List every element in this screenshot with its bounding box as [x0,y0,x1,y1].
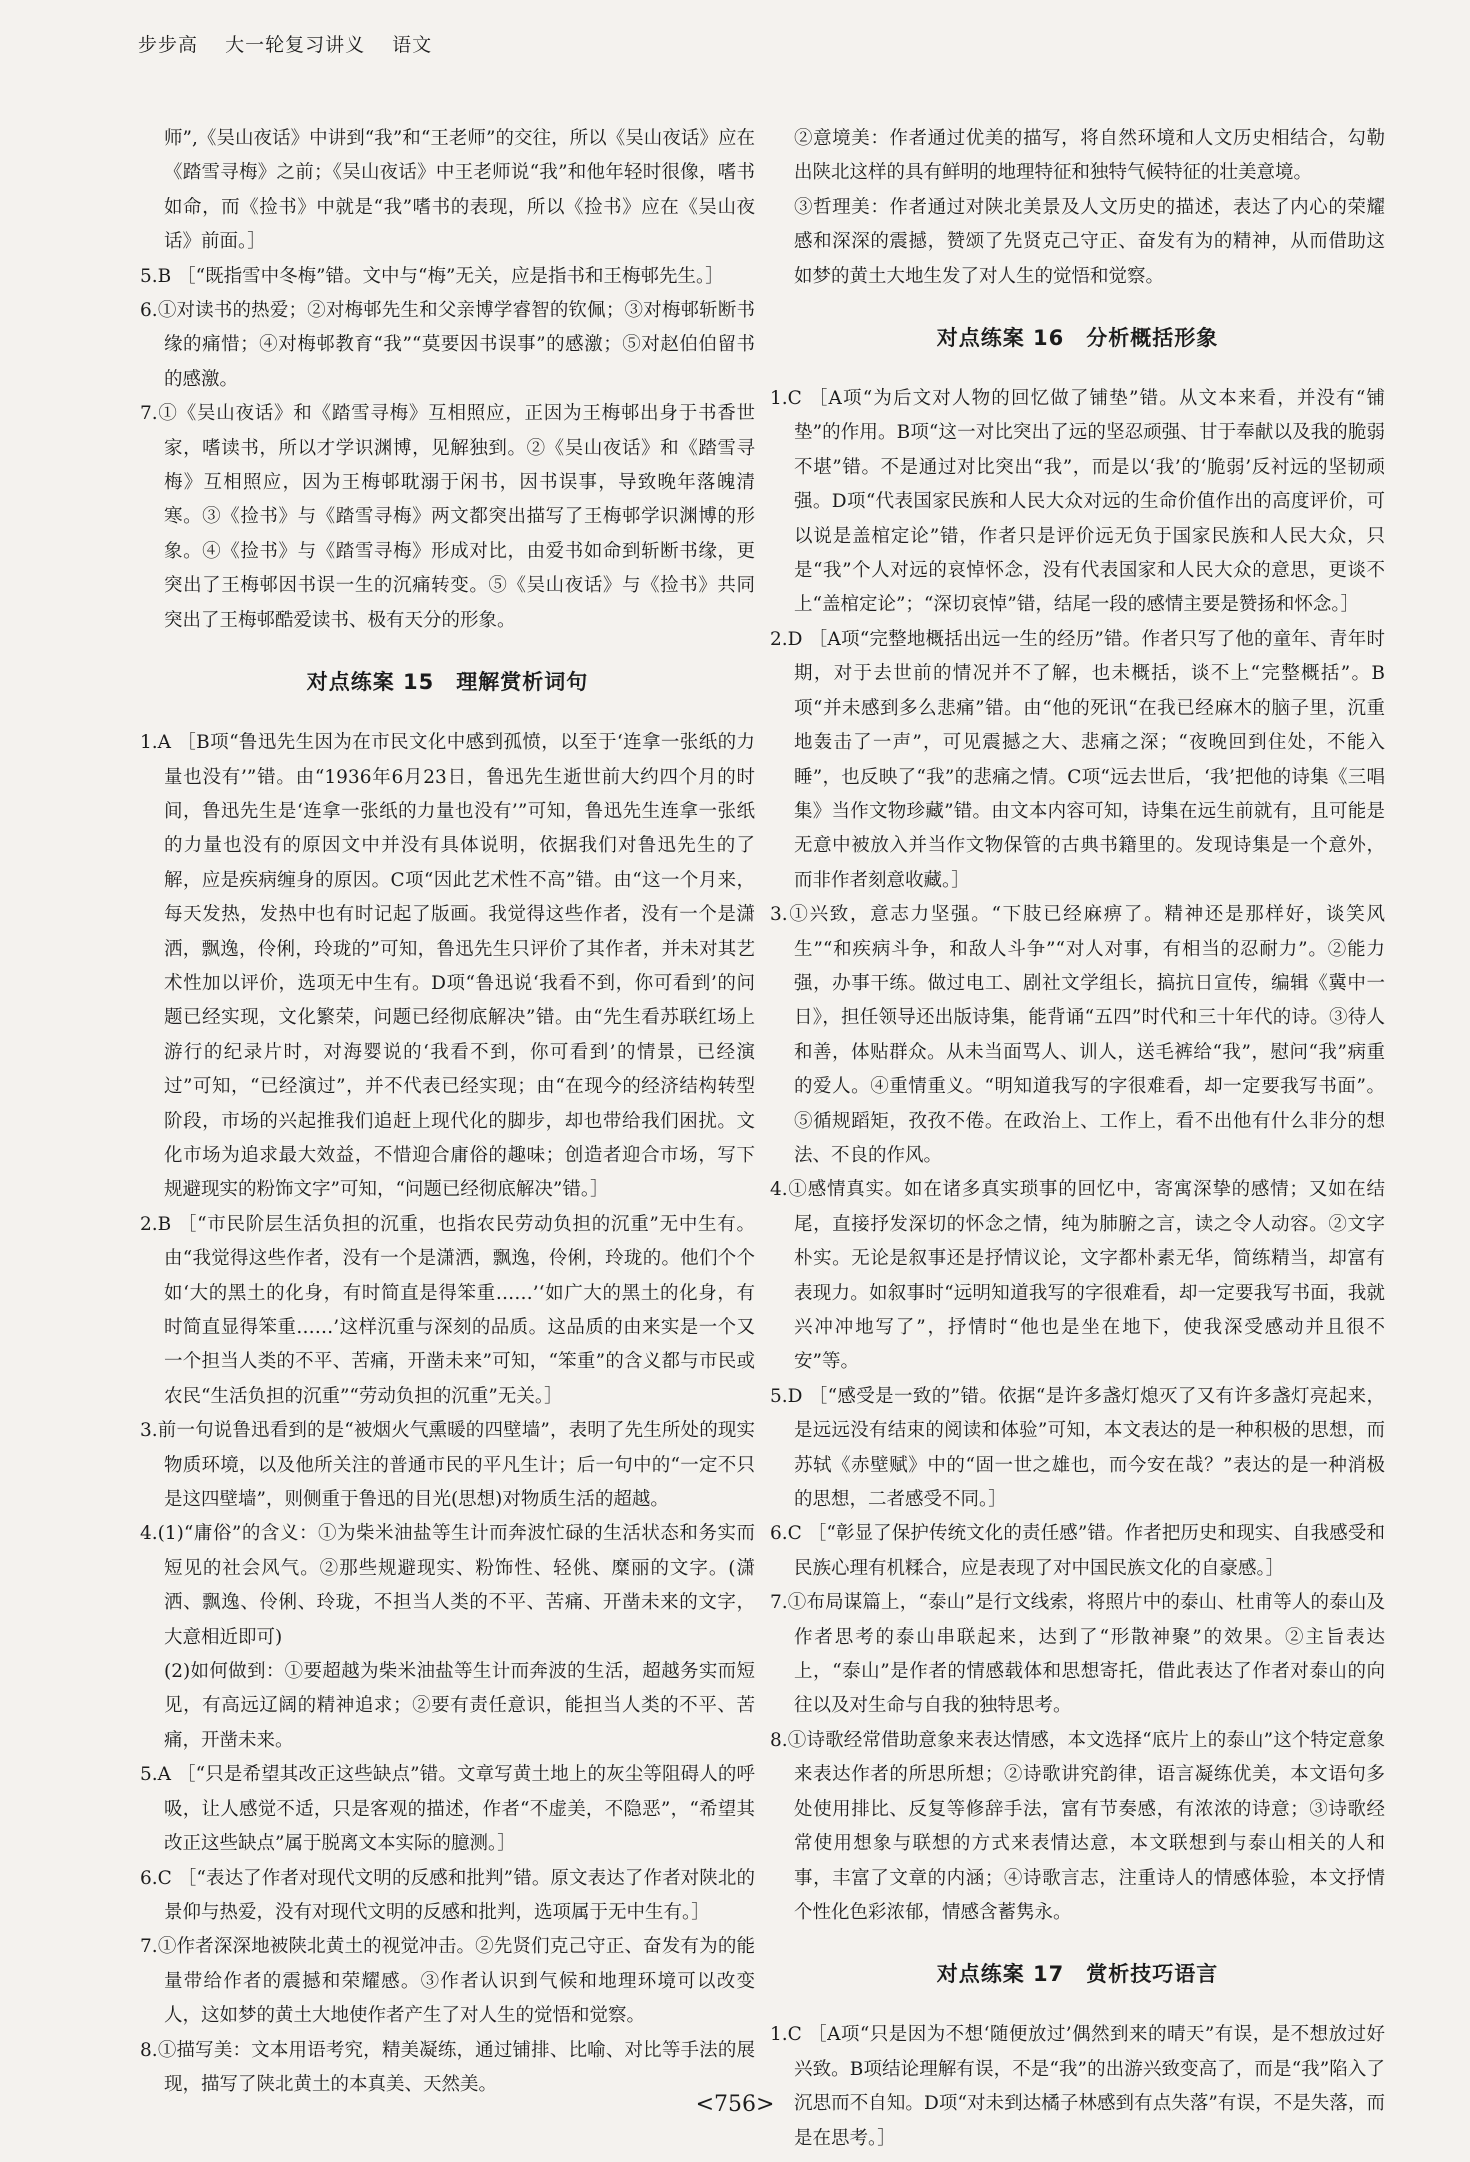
answer-item: 1.C ［A项“为后文对人物的回忆做了铺垫”错。从文本来看，并没有“铺垫”的作用。B项“这一对比突出了远的坚忍顽强、甘于奉献以及我的脆弱不堪”错。不是通过对比突出“我”，而是以‘我’的‘脆弱’反衬远的坚韧顽强。D项“代表国家民族和人民大众对远的生命价值作出的高度评价，可以说是盖棺定论”错，作者只是评价远无负于国家民族和人民大众，只是“我”个人对远的哀悼怀念，没有代表国家和人民大众的意思，更谈不上“盖棺定论”；“深切哀悼”错，结尾一段的感情主要是赞扬和怀念。］ [770,388,1385,616]
answer-item: 2.D ［A项“完整地概括出远一生的经历”错。作者只写了他的童年、青年时期，对于去世前的情况并不了解，也未概括，谈不上“完整概括”。B项“并未感到多么悲痛”错。由“他的死讯“在我已经麻木的脑子里，沉重地轰击了一声”，可见震撼之大、悲痛之深；“夜晚回到住处，不能入睡”，也反映了“我”的悲痛之情。C项“远去世后，‘我’把他的诗集《三唱集》当作文物珍藏”错。由文本内容可知，诗集在远生前就有，且可能是无意中被放入并当作文物保管的古典书籍里的。发现诗集是一个意外，而非作者刻意收藏。］ [770,628,1385,891]
answer-item: 6.C ［“彰显了保护传统文化的责任感”错。作者把历史和现实、自我感受和民族心理有机糅合，应是表现了对中国民族文化的自豪感。］ [770,1523,1385,1579]
answer-item: 2.B ［“市民阶层生活负担的沉重，也指农民劳动负担的沉重”无中生有。由“我觉得这些作者，没有一个是潇洒，飘逸，伶俐，玲珑的。他们个个如‘大的黑土的化身，有时简直是得笨重……’‘如广大的黑土的化身，有时简直显得笨重……’这样沉重与深刻的品质。这品质的由来实是一个又一个担当人类的不平、苦痛，开凿未来”可知，“笨重”的含义都与市民或农民“生活负担的沉重”“劳动负担的沉重”无关。］ [140,1213,755,1407]
answer-item: 5.A ［“只是希望其改正这些缺点”错。文章写黄土地上的灰尘等阻碍人的呼吸，让人感觉不适，只是客观的描述，作者“不虚美，不隐恶”，“希望其改正这些缺点”属于脱离文本实际的臆测。］ [140,1764,755,1855]
answer-item: 5.B ［“既指雪中冬梅”错。文中与“梅”无关，应是指书和王梅邨先生。］ [140,265,724,287]
answer-item: 3.前一句说鲁迅看到的是“被烟火气熏暖的四壁墙”，表明了先生所处的现实物质环境，以及他所关注的普通市民的平凡生计；后一句中的“一定不只是这四壁墙”，则侧重于鲁迅的目光(思想)对物质生活的超越。 [140,1420,755,1511]
answer-item: 4.(1)“庸俗”的含义：①为柴米油盐等生计而奔波忙碌的生活状态和务实而短见的社会风气。②那些规避现实、粉饰性、轻佻、糜丽的文字。(潇洒、飘逸、伶俐、玲珑，不担当人类的不平、苦痛、开凿未来的文字，大意相近即可) [140,1523,755,1648]
header-brand: 步步高 [138,34,199,56]
answer-item: 3.①兴致，意志力坚强。“下肢已经麻痹了。精神还是那样好，谈笑风生”“和疾病斗争，和敌人斗争”“对人对事，有相当的忍耐力”。②能力强，办事干练。做过电工、剧社文学组长，搞抗日宣传，编辑《冀中一日》，担任领导还出版诗集，能背诵“五四”时代和三十年代的诗。③待人和善，体贴群众。从未当面骂人、训人，送毛裤给“我”，慰问“我”病重的爱人。④重情重义。“明知道我写的字很难看，却一定要我写书面”。⑤循规蹈矩，孜孜不倦。在政治上、工作上，看不出他有什么非分的想法、不良的作风。 [770,904,1385,1166]
answer-item: 6.C ［“表达了作者对现代文明的反感和批判”错。原文表达了作者对陕北的景仰与热爱，没有对现代文明的反感和批判，选项属于无中生有。］ [140,1867,755,1923]
answer-item: 7.①《吴山夜话》和《踏雪寻梅》互相照应，正因为王梅邨出身于书香世家，嗜读书，所以才学识渊博，见解独到。②《吴山夜话》和《踏雪寻梅》互相照应，因为王梅邨耽溺于闲书，因书误事，导致晚年落魄清寒。③《捡书》与《踏雪寻梅》两文都突出描写了王梅邨学识渊博的形象。④《捡书》与《踏雪寻梅》形成对比，由爱书如命到斩断书缘，更突出了王梅邨因书误一生的沉痛转变。⑤《吴山夜话》与《捡书》共同突出了王梅邨酷爱读书、极有天分的形象。 [140,403,755,631]
answer-continuation: ③哲理美：作者通过对陕北美景及人文历史的描述，表达了内心的荣耀感和深深的震撼，赞颂了先贤克己守正、奋发有为的精神，从而借助这如梦的黄土大地生发了对人生的觉悟和觉察。 [794,196,1385,287]
answer-item: 8.①诗歌经常借助意象来表达情感，本文选择“底片上的泰山”这个特定意象来表达作者的所思所想；②诗歌讲究韵律，语言凝练优美，本文语句多处使用排比、反复等修辞手法，富有节奏感，有浓浓的诗意；③诗歌经常使用想象与联想的方式来表情达意，本文联想到与泰山相关的人和事，丰富了文章的内涵；④诗歌言志，注重诗人的情感体验，本文抒情个性化色彩浓郁，情感含蓄隽永。 [770,1729,1385,1923]
running-header [138,30,452,57]
answer-continuation: ②意境美：作者通过优美的描写，将自然环境和人文历史相结合，勾勒出陕北这样的具有鲜明的地理特征和独特气候特征的壮美意境。 [794,128,1385,184]
answer-continuation: 师”,《吴山夜话》中讲到“我”和“王老师”的交往，所以《吴山夜话》应在《踏雪寻梅》之前；《吴山夜话》中王老师说“我”和他年轻时很像，嗜书如命，而《捡书》中就是“我”嗜书的表现，所以《捡书》应在《吴山夜话》前面。］ [164,128,755,253]
answer-item: 7.①作者深深地被陕北黄土的视觉冲击。②先贤们克己守正、奋发有为的能量带给作者的震撼和荣耀感。③作者认识到气候和地理环境可以改变人，这如梦的黄土大地使作者产生了对人生的觉悟和觉察。 [140,1936,755,2027]
answer-item: 8.①描写美：文本用语考究，精美凝练，通过铺排、比喻、对比等手法的展现，描写了陕北黄土的本真美、天然美。 [140,2039,755,2095]
answer-item: 6.①对读书的热爱；②对梅邨先生和父亲博学睿智的钦佩；③对梅邨斩断书缘的痛惜；④对梅邨教育“我”“莫要因书误事”的感激；⑤对赵伯伯留书的感激。 [140,300,755,390]
answer-item: 1.C ［A项“只是因为不想‘随便放过’偶然到来的晴天”有误，是不想放过好兴致。B项结论理解有误，不是“我”的出游兴致变高了，而是“我”陷入了沉思而不自知。D项“对未到达橘子林感到有点失落”有误，不是失落，而是在思考。］ [770,2024,1385,2149]
answer-item: 1.A ［B项“鲁迅先生因为在市民文化中感到孤愤，以至于‘连拿一张纸的力量也没有’”错。由“1936年6月23日，鲁迅先生逝世前大约四个月的时间，鲁迅先生是‘连拿一张纸的力量也没有’”可知，鲁迅先生连拿一张纸的力量也没有的原因文中并没有具体说明，依据我们对鲁迅先生的了解，应是疾病缠身的原因。C项“因此艺术性不高”错。由“这一个月来，每天发热，发热中也有时记起了版画。我觉得这些作者，没有一个是潇洒，飘逸，伶俐，玲珑的”可知，鲁迅先生只评价了其作者，并未对其艺术性加以评价，选项无中生有。D项“鲁迅说‘我看不到，你可看到’的问题已经实现，文化繁荣，问题已经彻底解决”错。由“先生看苏联红场上游行的纪录片时，对海婴说的‘我看不到，你可看到’的情景，已经演过”可知，“已经演过”，并不代表已经实现；由“在现今的经济结构转型阶段，市场的兴起推我们追赶上现代化的脚步，却也带给我们困扰。文化市场为追求最大效益，不惜迎合庸俗的趣味；创造者迎合市场，写下规避现实的粉饰文字”可知，“问题已经彻底解决”错。］ [140,732,755,1201]
section-title: 对点练案 16 分析概括形象 [936,326,1219,351]
section-title: 对点练案 15 理解赏析词句 [306,670,589,695]
answer-item: 4.①感情真实。如在诸多真实琐事的回忆中，寄寓深挚的感情；又如在结尾，直接抒发深切的怀念之情，纯为肺腑之言，读之令人动容。②文字朴实。无论是叙事还是抒情议论，文字都朴素无华，简练精当，却富有表现力。如叙事时“远明知道我写的字很难看，却一定要我写书面，我就兴冲冲地写了”，抒情时“他也是坐在地下，使我深受感动并且很不安”等。 [770,1179,1385,1373]
answer-item: 5.D ［“感受是一致的”错。依据“是许多盏灯熄灭了又有许多盏灯亮起来，是远远没有结束的阅读和体验”可知，本文表达的是一种积极的思想，而苏轼《赤壁赋》中的“固一世之雄也，而今安在哉？”表达的是一种消极的思想，二者感受不同。］ [770,1385,1385,1511]
answer-continuation: (2)如何做到：①要超越为柴米油盐等生计而奔波的生活，超越务实而短见，有高远辽阔的精神追求；②要有责任意识，能担当人类的不平、苦痛，开凿未来。 [164,1661,755,1751]
left-column [140,122,755,2102]
header-book: 大一轮复习讲义 [225,34,366,56]
right-column [770,122,1385,2156]
answer-item: 7.①布局谋篇上，“泰山”是行文线索，将照片中的泰山、杜甫等人的泰山及作者思考的泰山串联起来，达到了“形散神聚”的效果。②主旨表达上，“泰山”是作者的情感载体和思想寄托，借此表达了作者对泰山的向往以及对生命与自我的独特思考。 [770,1592,1385,1717]
page-number: <756> [695,2092,775,2117]
section-title: 对点练案 17 赏析技巧语言 [936,1962,1219,1987]
header-subject: 语文 [392,34,433,56]
